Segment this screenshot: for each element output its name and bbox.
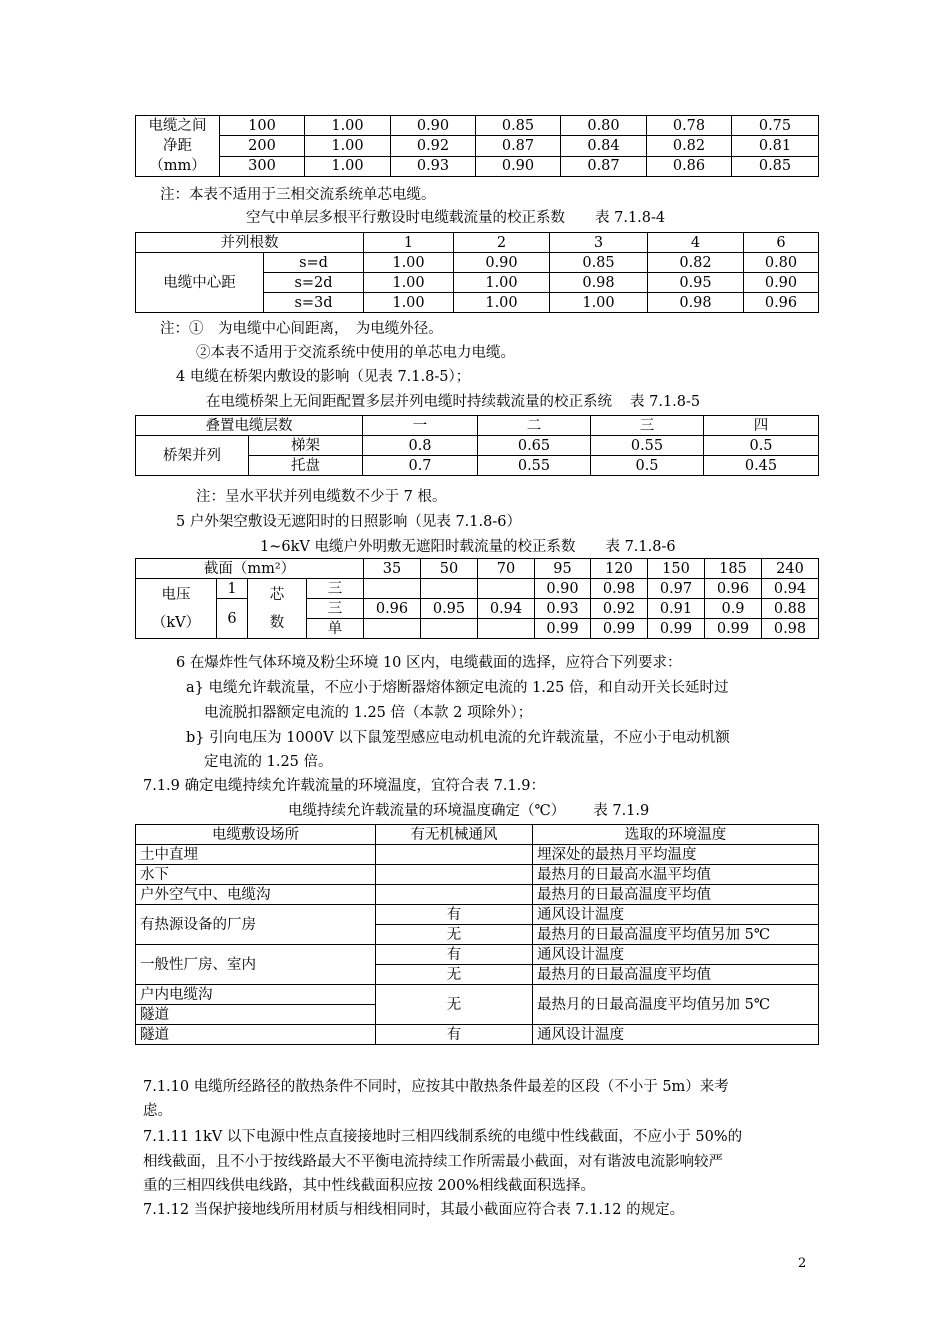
table-cell: 0.81 [732, 136, 819, 156]
table-row [136, 985, 819, 1005]
table-cell: 0.84 [561, 136, 647, 156]
table-cell: 0.90 [391, 116, 476, 136]
table-cell: 户内电缆沟 [136, 985, 376, 1005]
table-cell: 有 [376, 945, 533, 965]
label-line: 电缆之间 [148, 118, 207, 134]
group-label-cell: 电缆中心距 [136, 253, 264, 313]
caption-text: 1~6kV 电缆户外明敷无遮阳时载流量的校正系数 [260, 539, 576, 555]
table-cell: 通风设计温度 [533, 1025, 819, 1045]
table-cell: 有 [376, 905, 533, 925]
table-row [136, 116, 819, 136]
table-cell: 0.97 [648, 579, 705, 599]
table-cell: 1.00 [305, 156, 391, 176]
table-cell: 0.92 [591, 599, 648, 619]
table-cell: 隧道 [136, 1005, 376, 1025]
table-cell: 0.85 [550, 253, 648, 273]
section-7-1-10: 7.1.10 电缆所经路径的散热条件不同时，应按其中散热条件最差的区段（不小于 5m）来考 [143, 1079, 729, 1095]
table-cell: 1.00 [364, 253, 454, 273]
table-cable-spacing [135, 115, 819, 177]
paragraph: 4 电缆在桥架内敷设的影响（见表 7.1.8-5）； [176, 369, 471, 385]
label-line: （kV） [151, 614, 201, 631]
table-cell: 0.90 [744, 273, 819, 293]
table-number: 表 7.1.9 [593, 803, 650, 819]
core-type-cell: 三 [307, 579, 364, 599]
header-cell: 有无机械通风 [376, 825, 533, 845]
header-cell: 150 [648, 559, 705, 579]
table-cell: 0.99 [705, 619, 762, 639]
label-line: 净距 [163, 138, 192, 154]
table-cell: 通风设计温度 [533, 945, 819, 965]
table-row [136, 136, 819, 156]
table-note: 注：呈水平状并列电缆数不少于 7 根。 [196, 489, 447, 505]
header-cell: 四 [704, 416, 819, 436]
table-ambient-temperature [135, 824, 819, 1045]
table-cell: 0.7 [363, 456, 478, 476]
table-row [136, 905, 819, 925]
page-number: 2 [798, 1256, 807, 1271]
voltage-value-cell: 1 [217, 579, 248, 599]
table-cell: 0.5 [704, 436, 819, 456]
header-cell: 3 [550, 233, 648, 253]
table-row [136, 885, 819, 905]
table-cell: 0.93 [535, 599, 591, 619]
table-cell: 0.8 [363, 436, 478, 456]
section-7-1-9: 7.1.9 确定电缆持续允许载流量的环境温度，宜符合表 7.1.9： [143, 778, 546, 794]
table-tray-layers [135, 415, 819, 476]
table-cell: 0.99 [535, 619, 591, 639]
table-cell: 0.85 [732, 156, 819, 176]
table-cell: 1.00 [550, 293, 648, 313]
table-cell: 200 [220, 136, 305, 156]
table-cell: 土中直埋 [136, 845, 376, 865]
table-cell: 100 [220, 116, 305, 136]
table-caption [246, 207, 665, 229]
table-cell: 0.88 [762, 599, 819, 619]
label-line: 数 [269, 614, 285, 631]
table-cell: 0.80 [744, 253, 819, 273]
table-parallel-cables [135, 232, 819, 313]
table-cell: 0.9 [705, 599, 762, 619]
table-cell: 0.86 [647, 156, 732, 176]
table-cell: 0.82 [648, 253, 744, 273]
table-cell: 0.96 [705, 579, 762, 599]
table-cell [376, 845, 533, 865]
table-cell: 户外空气中、电缆沟 [136, 885, 376, 905]
table-cell: 埋深处的最热月平均温度 [533, 845, 819, 865]
table-cell: 0.87 [476, 136, 561, 156]
paragraph: 电流脱扣器额定电流的 1.25 倍（本款 2 项除外）； [204, 705, 533, 721]
table-cell: 0.94 [762, 579, 819, 599]
table-cell [421, 579, 478, 599]
table-cell: 0.75 [732, 116, 819, 136]
table-cell: 无 [376, 965, 533, 985]
core-type-cell: 三 [307, 599, 364, 619]
row-label-cell: 托盘 [249, 456, 363, 476]
table-cell: 0.95 [648, 273, 744, 293]
header-cell: 50 [421, 559, 478, 579]
header-cell: 选取的环境温度 [533, 825, 819, 845]
table-header-row [136, 559, 819, 579]
table-number: 表 7.1.8-5 [630, 394, 701, 410]
header-cell: 70 [478, 559, 535, 579]
row-label-cell: s=d [264, 253, 364, 273]
table-caption [206, 391, 700, 413]
header-cell: 120 [591, 559, 648, 579]
table-cell: 1.00 [454, 273, 550, 293]
caption-text: 空气中单层多根平行敷设时电缆载流量的校正系数 [246, 210, 565, 226]
header-cell: 35 [364, 559, 421, 579]
table-header-row [136, 825, 819, 845]
table-cell: 0.94 [478, 599, 535, 619]
table-row [136, 599, 819, 619]
table-cell: 最热月的日最高温度平均值 [533, 965, 819, 985]
table-cell: 最热月的日最高温度平均值另加 5℃ [533, 925, 819, 945]
table-row [136, 865, 819, 885]
table-row [136, 1025, 819, 1045]
table-cell: 1.00 [364, 293, 454, 313]
paragraph: 6 在爆炸性气体环境及粉尘环境 10 区内，电缆截面的选择，应符合下列要求： [176, 655, 682, 671]
table-cell: 有 [376, 1025, 533, 1045]
group-label-cell: 桥架并列 [136, 436, 249, 476]
header-cell: 一 [363, 416, 478, 436]
table-cell: 300 [220, 156, 305, 176]
table-cell: 无 [376, 985, 533, 1025]
header-cell: 并列根数 [136, 233, 364, 253]
table-number: 表 7.1.8-4 [595, 210, 666, 226]
table-caption [288, 800, 649, 822]
table-note: 注：① 为电缆中心间距离， 为电缆外径。 [160, 321, 443, 337]
table-number: 表 7.1.8-6 [605, 539, 676, 555]
table-cell: 最热月的日最高温度平均值 [533, 885, 819, 905]
table-cell: 水下 [136, 865, 376, 885]
row-label-cell: s=2d [264, 273, 364, 293]
table-cell [376, 885, 533, 905]
table-cell: 0.98 [648, 293, 744, 313]
header-cell: 185 [705, 559, 762, 579]
table-cell: 0.82 [647, 136, 732, 156]
table-cell: 0.55 [478, 456, 591, 476]
table-cell: 0.90 [476, 156, 561, 176]
table-row [136, 845, 819, 865]
core-type-cell: 单 [307, 619, 364, 639]
table-cell: 0.98 [591, 579, 648, 599]
table-cell: 1.00 [364, 273, 454, 293]
header-cell: 1 [364, 233, 454, 253]
table-cell: 0.98 [762, 619, 819, 639]
table-cell: 0.92 [391, 136, 476, 156]
table-cell [376, 865, 533, 885]
voltage-label-cell [136, 579, 217, 639]
table-cell: 1.00 [305, 136, 391, 156]
section-7-1-11: 重的三相四线供电线路，其中性线截面积应按 200%相线截面积选择。 [143, 1178, 596, 1194]
header-cell: 叠置电缆层数 [136, 416, 363, 436]
table-cell: 0.91 [648, 599, 705, 619]
paragraph: a} 电缆允许载流量，不应小于熔断器熔体额定电流的 1.25 倍，和自动开关长延时过 [186, 680, 729, 696]
section-7-1-11: 相线截面，且不小于按线路最大不平衡电流持续工作所需最小截面，对有谐波电流影响较严 [143, 1154, 723, 1170]
paragraph: 定电流的 1.25 倍。 [204, 754, 333, 770]
cable-spacing-label [136, 116, 220, 177]
table-cell: 最热月的日最高温度平均值另加 5℃ [533, 985, 819, 1025]
table-cell: 0.87 [561, 156, 647, 176]
header-cell: 二 [478, 416, 591, 436]
table-cell: 0.78 [647, 116, 732, 136]
table-cell: 最热月的日最高水温平均值 [533, 865, 819, 885]
table-cell: 0.55 [591, 436, 704, 456]
section-7-1-11: 7.1.11 1kV 以下电源中性点直接接地时三相四线制系统的电缆中性线截面，不应小于 50%的 [143, 1129, 743, 1145]
paragraph: b} 引向电压为 1000V 以下鼠笼型感应电动机电流的允许载流量，不应小于电动机额 [186, 730, 730, 746]
table-row [136, 579, 819, 599]
table-cell: 一般性厂房、室内 [136, 945, 376, 985]
table-cell: 0.65 [478, 436, 591, 456]
table-row [136, 156, 819, 176]
header-cell: 95 [535, 559, 591, 579]
table-row [136, 253, 819, 273]
voltage-value-cell: 6 [217, 599, 248, 639]
label-line: 电压 [161, 586, 191, 603]
table-cell: 0.99 [648, 619, 705, 639]
label-line: 芯 [269, 586, 285, 603]
table-cell: 0.80 [561, 116, 647, 136]
table-cell [364, 579, 421, 599]
table-row [136, 436, 819, 456]
table-cell: 0.93 [391, 156, 476, 176]
table-cell: 1.00 [305, 116, 391, 136]
table-header-row [136, 416, 819, 436]
table-cell: 有热源设备的厂房 [136, 905, 376, 945]
caption-text: 电缆持续允许载流量的环境温度确定（℃） [288, 803, 566, 819]
table-sunlight [135, 558, 819, 639]
table-cell: 0.90 [454, 253, 550, 273]
table-cell: 0.99 [591, 619, 648, 639]
table-note: ②本表不适用于交流系统中使用的单芯电力电缆。 [196, 345, 515, 361]
table-cell: 0.90 [535, 579, 591, 599]
table-cell [478, 619, 535, 639]
table-header-row [136, 233, 819, 253]
table-cell: 0.96 [364, 599, 421, 619]
table-cell: 0.85 [476, 116, 561, 136]
header-cell: 240 [762, 559, 819, 579]
table-cell: 0.5 [591, 456, 704, 476]
section-7-1-10: 虑。 [143, 1103, 172, 1119]
header-cell: 截面（mm²） [136, 559, 364, 579]
header-cell: 电缆敷设场所 [136, 825, 376, 845]
table-cell: 无 [376, 925, 533, 945]
table-cell [364, 619, 421, 639]
table-cell: 0.95 [421, 599, 478, 619]
row-label-cell: 梯架 [249, 436, 363, 456]
table-cell: 0.45 [704, 456, 819, 476]
row-label-cell: s=3d [264, 293, 364, 313]
table-cell: 通风设计温度 [533, 905, 819, 925]
table-cell: 1.00 [454, 293, 550, 313]
table-cell: 隧道 [136, 1025, 376, 1045]
core-label-cell [248, 579, 307, 639]
section-7-1-12: 7.1.12 当保护接地线所用材质与相线相同时，其最小截面应符合表 7.1.12 的规定。 [143, 1202, 685, 1218]
table-cell [478, 579, 535, 599]
table-caption [260, 536, 676, 558]
header-cell: 6 [744, 233, 819, 253]
paragraph: 5 户外架空敷设无遮阳时的日照影响（见表 7.1.8-6） [176, 514, 521, 530]
header-cell: 4 [648, 233, 744, 253]
table-cell [421, 619, 478, 639]
header-cell: 三 [591, 416, 704, 436]
header-cell: 2 [454, 233, 550, 253]
table-row [136, 945, 819, 965]
table-note: 注：本表不适用于三相交流系统单芯电缆。 [160, 187, 436, 203]
table-cell: 0.98 [550, 273, 648, 293]
caption-text: 在电缆桥架上无间距配置多层并列电缆时持续载流量的校正系统 [206, 394, 612, 410]
label-line: （mm） [149, 158, 206, 174]
table-cell: 0.96 [744, 293, 819, 313]
